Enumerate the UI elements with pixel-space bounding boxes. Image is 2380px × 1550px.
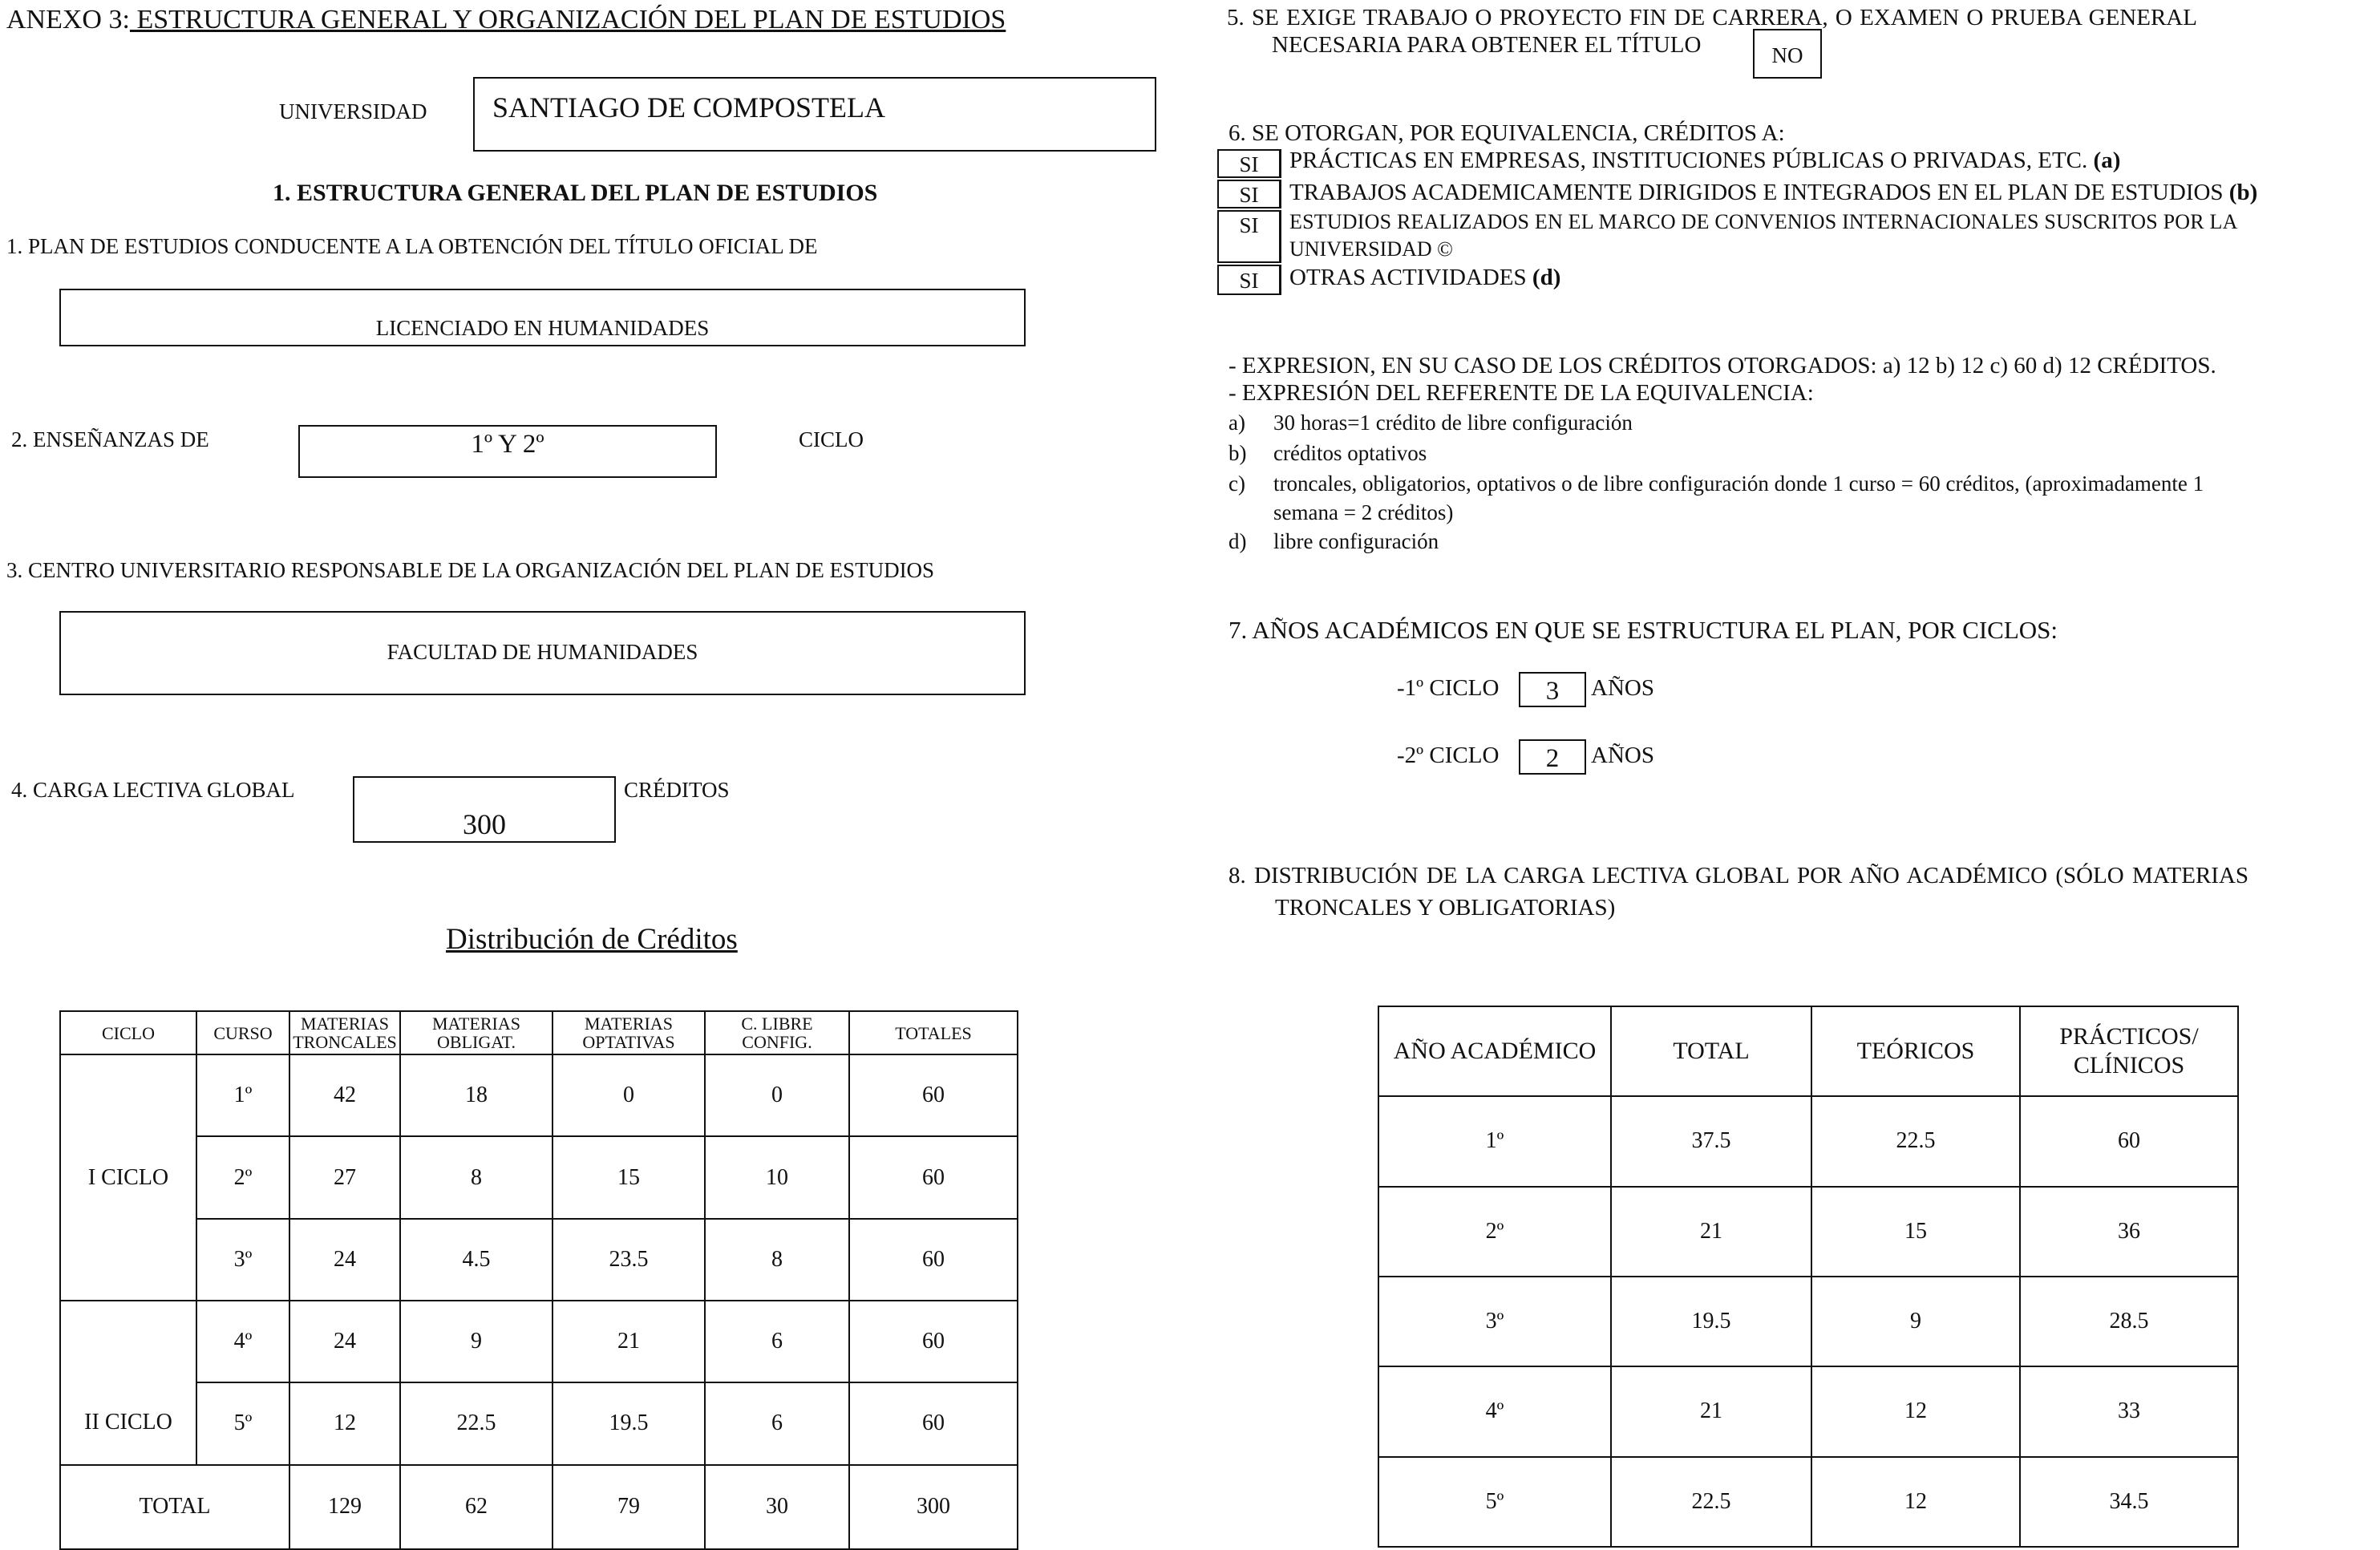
table-row [1378, 1457, 2238, 1547]
header-obligatorias: MATERIAS OBLIGAT. [400, 1011, 552, 1054]
libre-cell: 8 [705, 1219, 849, 1301]
cycles-value: 1º Y 2º [471, 430, 544, 459]
total-optativas: 79 [552, 1465, 705, 1549]
load-field [353, 776, 616, 843]
cycle-2-years-field [1519, 739, 1586, 775]
curso-cell: 2º [196, 1136, 289, 1218]
theory-cell: 12 [1811, 1457, 2020, 1547]
center-field [59, 611, 1026, 695]
header-theory: TEÓRICOS [1811, 1006, 2020, 1096]
q6-item-c-line1: ESTUDIOS REALIZADOS EN EL MARCO DE CONVENIOS INTERNACIONALES SUSCRITOS POR LA [1289, 210, 2238, 233]
total-obligatorias: 62 [400, 1465, 552, 1549]
obligatorias-cell: 9 [400, 1301, 552, 1382]
header-curso: CURSO [196, 1011, 289, 1054]
q3-label: 3. CENTRO UNIVERSITARIO RESPONSABLE DE LA ORGANIZACIÓN DEL PLAN DE ESTUDIOS [6, 558, 935, 582]
total-row [60, 1465, 1018, 1549]
equiv-text-c-line2: semana = 2 créditos) [1273, 500, 1454, 524]
credits-table [59, 1010, 1018, 1550]
optativas-cell: 19.5 [552, 1382, 705, 1464]
table-row [1378, 1187, 2238, 1277]
annex-prefix: ANEXO 3: [6, 5, 130, 34]
troncales-cell: 24 [289, 1219, 400, 1301]
theory-cell: 22.5 [1811, 1096, 2020, 1186]
total-totales: 300 [849, 1465, 1018, 1549]
total-libre: 30 [705, 1465, 849, 1549]
equiv-text-d: libre configuración [1273, 529, 1439, 553]
annex-heading [6, 6, 1006, 34]
optativas-cell: 23.5 [552, 1219, 705, 1301]
cycles-field [298, 425, 717, 478]
theory-cell: 9 [1811, 1277, 2020, 1366]
cycle-2-years-unit: AÑOS [1591, 743, 1654, 768]
check-box: SI [1217, 265, 1281, 295]
degree-field [59, 289, 1026, 346]
totales-cell: 60 [849, 1219, 1018, 1301]
annex-title: ESTRUCTURA GENERAL Y ORGANIZACIÓN DEL PLAN DE ESTUDIOS [129, 5, 1006, 34]
equiv-text-a: 30 horas=1 crédito de libre configuración [1273, 411, 1633, 435]
troncales-cell: 12 [289, 1382, 400, 1464]
troncales-cell: 42 [289, 1054, 400, 1136]
q6-item-a-text: PRÁCTICAS EN EMPRESAS, INSTITUCIONES PÚBLICAS O PRIVADAS, ETC. [1289, 148, 2088, 173]
cycle-2-years-value: 2 [1545, 744, 1560, 773]
cycle-1-label: I CICLO [60, 1054, 196, 1301]
obligatorias-cell: 22.5 [400, 1382, 552, 1464]
cycle-2-label [60, 1301, 196, 1465]
q8-line2: TRONCALES Y OBLIGATORIAS) [1275, 895, 1616, 921]
degree-value: LICENCIADO EN HUMANIDADES [375, 316, 710, 340]
q2-label: 2. ENSEÑANZAS DE [11, 427, 209, 451]
year-cell: 5º [1378, 1457, 1611, 1547]
obligatorias-cell: 18 [400, 1054, 552, 1136]
header-totales: TOTALES [849, 1011, 1018, 1054]
theory-cell: 12 [1811, 1366, 2020, 1456]
curso-cell: 3º [196, 1219, 289, 1301]
q5-line1: 5. SE EXIGE TRABAJO O PROYECTO FIN DE CARRERA, O EXAMEN O PRUEBA GENERAL [1227, 5, 2197, 30]
year-cell: 1º [1378, 1096, 1611, 1186]
q2-suffix: CICLO [799, 427, 864, 451]
final-project-field [1753, 29, 1822, 79]
header-practice: PRÁCTICOS/ CLÍNICOS [2020, 1006, 2238, 1096]
practice-cell: 34.5 [2020, 1457, 2238, 1547]
q4-suffix: CRÉDITOS [624, 778, 730, 802]
load-value: 300 [463, 808, 506, 840]
total-cell: 21 [1611, 1366, 1811, 1456]
cycle-1-years-label: -1º CICLO [1397, 675, 1500, 701]
totales-cell: 60 [849, 1382, 1018, 1464]
q6-item-a [1289, 149, 2120, 172]
practice-cell: 33 [2020, 1366, 2238, 1456]
cycle-1-years-unit: AÑOS [1591, 675, 1654, 701]
totales-cell: 60 [849, 1301, 1018, 1382]
table-row [1378, 1277, 2238, 1366]
total-troncales: 129 [289, 1465, 400, 1549]
q6-item-d-mark: (d) [1532, 265, 1561, 290]
header-total: TOTAL [1611, 1006, 1811, 1096]
q6-item-c-line2: UNIVERSIDAD © [1289, 237, 1453, 261]
final-project-value: NO [1771, 43, 1803, 67]
totales-cell: 60 [849, 1054, 1018, 1136]
curso-cell: 4º [196, 1301, 289, 1382]
q6-item-b-text: TRABAJOS ACADEMICAMENTE DIRIGIDOS E INTEGRADOS EN EL PLAN DE ESTUDIOS [1289, 180, 2224, 205]
cycle-2-text: II CICLO [84, 1409, 172, 1435]
q6-item-d [1289, 266, 1560, 289]
total-cell: 19.5 [1611, 1277, 1811, 1366]
equiv-letter-b: b) [1228, 441, 1247, 465]
practice-cell: 60 [2020, 1096, 2238, 1186]
cycle-2-years-label: -2º CICLO [1397, 743, 1500, 768]
equiv-text-c: troncales, obligatorios, optativos o de libre configuración donde 1 curso = 60 créditos, (aproximadamente 1 [1273, 471, 2204, 496]
equiv-text-b: créditos optativos [1273, 441, 1427, 465]
equivalence-title: - EXPRESIÓN DEL REFERENTE DE LA EQUIVALENCIA: [1228, 380, 1814, 406]
table-row [1378, 1366, 2238, 1456]
total-label: TOTAL [60, 1465, 289, 1549]
troncales-cell: 24 [289, 1301, 400, 1382]
header-optativas: MATERIAS OPTATIVAS [552, 1011, 705, 1054]
equiv-letter-d: d) [1228, 529, 1247, 553]
q6-label: 6. SE OTORGAN, POR EQUIVALENCIA, CRÉDITOS A: [1228, 120, 1785, 146]
cycle-1-years-value: 3 [1545, 677, 1560, 706]
academic-year-table [1378, 1006, 2239, 1548]
q6-item-b-mark: (b) [2228, 180, 2258, 205]
university-field [473, 77, 1156, 152]
obligatorias-cell: 4.5 [400, 1219, 552, 1301]
university-value: SANTIAGO DE COMPOSTELA [492, 91, 886, 123]
q4-label: 4. CARGA LECTIVA GLOBAL [11, 778, 295, 802]
libre-cell: 6 [705, 1301, 849, 1382]
check-box: SI [1217, 149, 1281, 178]
cycle-1-years-field [1519, 672, 1586, 707]
q5-line2: NECESARIA PARA OBTENER EL TÍTULO [1272, 32, 1702, 58]
troncales-cell: 27 [289, 1136, 400, 1218]
table-row [60, 1382, 1018, 1464]
equiv-letter-a: a) [1228, 411, 1245, 435]
curso-cell: 1º [196, 1054, 289, 1136]
table-row [60, 1054, 1018, 1136]
check-box: SI [1217, 210, 1281, 263]
table-row [60, 1301, 1018, 1382]
table-row [60, 1136, 1018, 1218]
header-troncales: MATERIAS TRONCALES [289, 1011, 400, 1054]
equiv-letter-c: c) [1228, 471, 1245, 496]
year-cell: 2º [1378, 1187, 1611, 1277]
center-value: FACULTAD DE HUMANIDADES [387, 640, 698, 664]
year-cell: 4º [1378, 1366, 1611, 1456]
q1-label: 1. PLAN DE ESTUDIOS CONDUCENTE A LA OBTENCIÓN DEL TÍTULO OFICIAL DE [6, 234, 818, 258]
header-ciclo: CICLO [60, 1011, 196, 1054]
header-year: AÑO ACADÉMICO [1378, 1006, 1611, 1096]
optativas-cell: 21 [552, 1301, 705, 1382]
section-title: 1. ESTRUCTURA GENERAL DEL PLAN DE ESTUDIOS [273, 180, 878, 206]
optativas-cell: 0 [552, 1054, 705, 1136]
q6-item-b [1289, 181, 2257, 204]
header-libre: C. LIBRE CONFIG. [705, 1011, 849, 1054]
obligatorias-cell: 8 [400, 1136, 552, 1218]
optativas-cell: 15 [552, 1136, 705, 1218]
libre-cell: 0 [705, 1054, 849, 1136]
total-cell: 37.5 [1611, 1096, 1811, 1186]
year-cell: 3º [1378, 1277, 1611, 1366]
theory-cell: 15 [1811, 1187, 2020, 1277]
total-cell: 22.5 [1611, 1457, 1811, 1547]
practice-cell: 28.5 [2020, 1277, 2238, 1366]
totales-cell: 60 [849, 1136, 1018, 1218]
practice-cell: 36 [2020, 1187, 2238, 1277]
libre-cell: 10 [705, 1136, 849, 1218]
university-label: UNIVERSIDAD [279, 99, 427, 123]
q6-item-a-mark: (a) [2093, 148, 2121, 173]
table-row [60, 1219, 1018, 1301]
check-box: SI [1217, 180, 1281, 208]
q6-item-d-text: OTRAS ACTIVIDADES [1289, 265, 1527, 290]
q7-label: 7. AÑOS ACADÉMICOS EN QUE SE ESTRUCTURA EL PLAN, POR CICLOS: [1228, 616, 2058, 644]
q8-line1: 8. DISTRIBUCIÓN DE LA CARGA LECTIVA GLOBAL POR AÑO ACADÉMICO (SÓLO MATERIAS [1228, 863, 2249, 888]
credits-expression: - EXPRESION, EN SU CASO DE LOS CRÉDITOS OTORGADOS: a) 12 b) 12 c) 60 d) 12 CRÉDITOS. [1228, 353, 2216, 378]
table-row [1378, 1096, 2238, 1186]
libre-cell: 6 [705, 1382, 849, 1464]
distribution-title: Distribución de Créditos [446, 923, 738, 956]
curso-cell: 5º [196, 1382, 289, 1464]
total-cell: 21 [1611, 1187, 1811, 1277]
